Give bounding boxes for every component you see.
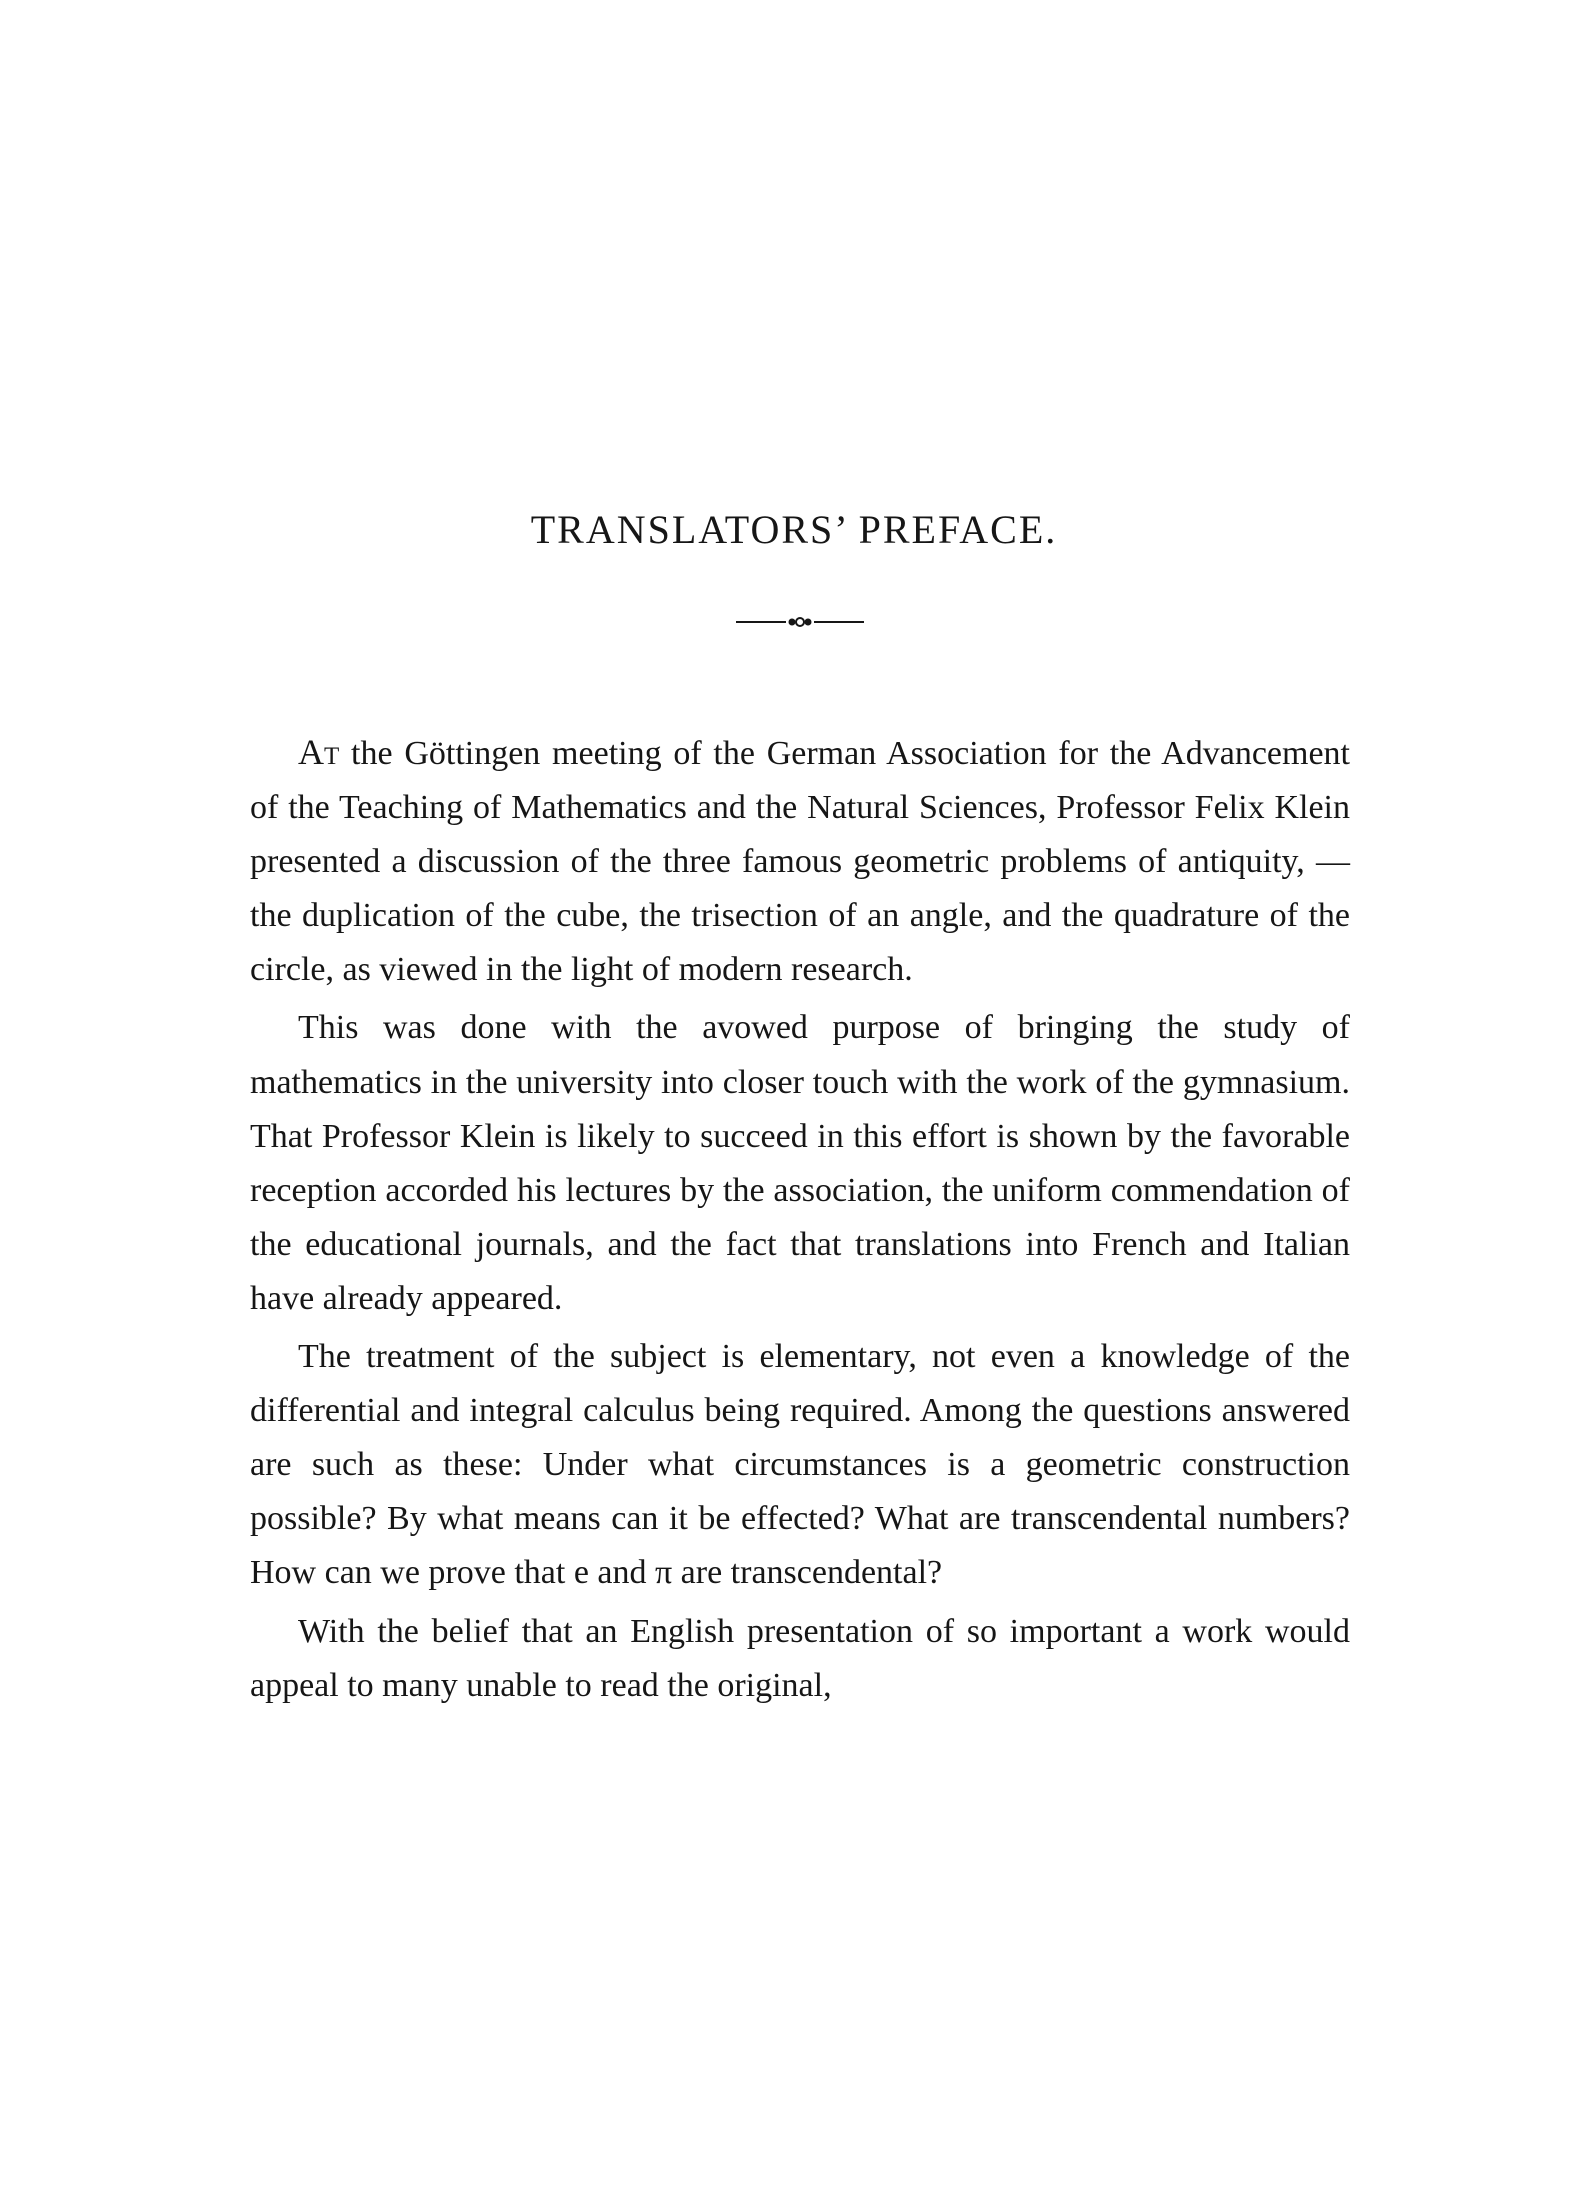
paragraph-2: This was done with the avowed purpose of bringing the study of mathematics in the university into closer touch with the work of the gymnasium. That Professor Klein is likely to succeed in this effort is shown by the favorable reception accorded his lectures by the association, the uniform commendation of the educational journals, and the fact that translations into French and Italian have already appeared. [250,1009,1350,1317]
paragraph-1-lead: At [298,732,340,772]
paragraph-1-text: the Göttingen meeting of the German Association for the Advancement of the Teaching of Mathematics and the Natural Sciences, Professor Felix Klein presented a discussion of the three famous geometric problems of antiquity, — the duplication of the cube, the trisection of an angle, and the quadrature of the circle, as viewed in the light of modern research. [250,735,1350,989]
fleuron-rule-icon [736,616,864,628]
paragraph-1 [250,725,1350,997]
paragraph-3: The treatment of the subject is elementary, not even a knowledge of the differential and integral calculus being required. Among the questions answered are such as these: Under what circumstances is a geometric construction possible? By what means can it be effected? What are transcendental numbers? How can we prove that e and π are transcendental? [250,1338,1350,1592]
preface-body [250,725,1350,1713]
page-title: TRANSLATORS’ PREFACE. [530,507,1058,552]
paragraph-4: With the belief that an English presentation of so important a work would appeal to many unable to read the original, [250,1612,1350,1704]
